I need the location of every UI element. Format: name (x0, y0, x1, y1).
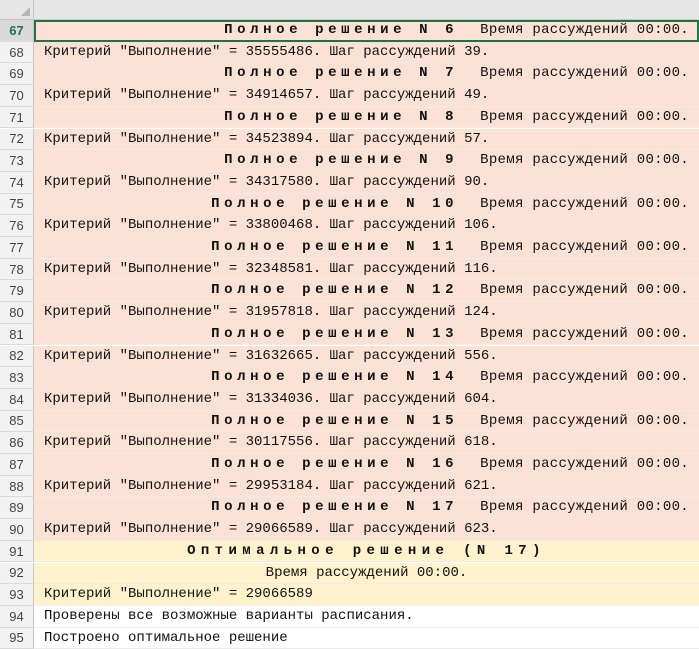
row-number[interactable]: 81 (0, 324, 34, 346)
sheet-row (0, 324, 699, 346)
row-number[interactable]: 67 (0, 20, 34, 42)
sheet-row (0, 476, 699, 498)
solution-heading: Полное решение N 10 (211, 195, 459, 212)
sheet-row (0, 411, 699, 433)
row-number[interactable]: 77 (0, 237, 34, 259)
sheet-row (0, 367, 699, 389)
cell[interactable] (34, 63, 699, 85)
reasoning-time: Время рассуждений 00:00. (480, 456, 689, 472)
sheet-row (0, 389, 699, 411)
cell-text: Критерий "Выполнение" = 35555486. Шаг рассуждений 39. (44, 43, 490, 60)
reasoning-time: Время рассуждений 00:00. (480, 282, 689, 299)
reasoning-time: Время рассуждений 00:00. (480, 239, 689, 255)
sheet-row (0, 42, 699, 64)
optimal-heading: Оптимальное решение (N 17) (187, 542, 546, 559)
cell[interactable] (34, 324, 699, 346)
cell-text: Критерий "Выполнение" = 34523894. Шаг рассуждений 57. (44, 130, 490, 147)
row-number[interactable]: 95 (0, 628, 34, 649)
cell[interactable] (34, 107, 699, 129)
reasoning-time: Время рассуждений 00:00. (480, 412, 689, 429)
solution-heading: Полное решение N 14 (211, 369, 459, 386)
row-number[interactable]: 78 (0, 259, 34, 281)
cell-text: Критерий "Выполнение" = 29953184. Шаг рассуждений 621. (44, 477, 498, 494)
cell[interactable] (34, 194, 699, 216)
cell-text: Критерий "Выполнение" = 31334036. Шаг рассуждений 604. (44, 390, 498, 407)
cell-text: Проверены все возможные варианты расписания. (44, 607, 414, 624)
solution-heading: Полное решение N 16 (211, 456, 459, 472)
row-number[interactable]: 79 (0, 280, 34, 302)
solution-heading: Полное решение N 9 (224, 152, 459, 169)
cell[interactable] (34, 454, 699, 476)
cell[interactable] (34, 302, 699, 324)
cell[interactable] (34, 129, 699, 151)
reasoning-time: Время рассуждений 00:00. (480, 152, 689, 169)
reasoning-time: Время рассуждений 00:00. (480, 499, 689, 516)
row-number[interactable]: 72 (0, 129, 34, 151)
row-number[interactable]: 88 (0, 476, 34, 498)
row-number[interactable]: 89 (0, 497, 34, 519)
reasoning-time: Время рассуждений 00:00. (480, 22, 689, 38)
column-header-bar (0, 0, 699, 20)
cell[interactable] (34, 237, 699, 259)
row-number[interactable]: 82 (0, 346, 34, 368)
sheet-row (0, 107, 699, 129)
sheet-row (0, 541, 699, 563)
cell[interactable] (34, 20, 699, 42)
sheet-row (0, 628, 699, 649)
sheet-row (0, 194, 699, 216)
optimal-time: Время рассуждений 00:00. (265, 564, 468, 581)
solution-heading: Полное решение N 7 (224, 65, 459, 82)
solution-heading: Полное решение N 17 (211, 499, 459, 516)
row-number[interactable]: 80 (0, 302, 34, 324)
solution-heading: Полное решение N 11 (211, 239, 459, 255)
reasoning-time: Время рассуждений 00:00. (480, 108, 689, 125)
solution-heading: Полное решение N 15 (211, 412, 459, 429)
sheet-row (0, 584, 699, 606)
cell[interactable] (34, 346, 699, 368)
cell-text: Критерий "Выполнение" = 34317580. Шаг рассуждений 90. (44, 173, 490, 190)
row-number[interactable]: 70 (0, 85, 34, 107)
sheet-row (0, 497, 699, 519)
cell-text: Критерий "Выполнение" = 29066589. Шаг рассуждений 623. (44, 521, 498, 538)
row-number[interactable]: 91 (0, 541, 34, 563)
row-number[interactable]: 68 (0, 42, 34, 64)
cell[interactable] (34, 628, 699, 649)
cell[interactable] (34, 150, 699, 172)
cell-text: Критерий "Выполнение" = 31957818. Шаг рассуждений 124. (44, 304, 498, 321)
select-all-corner[interactable] (0, 0, 34, 19)
solution-heading: Полное решение N 13 (211, 325, 459, 342)
solution-heading: Полное решение N 8 (224, 108, 459, 125)
row-number[interactable]: 69 (0, 63, 34, 85)
cell[interactable] (34, 411, 699, 433)
row-number[interactable]: 71 (0, 107, 34, 129)
cell[interactable] (34, 85, 699, 107)
sheet-row (0, 302, 699, 324)
cell[interactable] (34, 215, 699, 237)
cell-text: Критерий "Выполнение" = 31632665. Шаг рассуждений 556. (44, 347, 498, 364)
cell-text: Критерий "Выполнение" = 34914657. Шаг рассуждений 49. (44, 87, 490, 104)
cell[interactable] (34, 584, 699, 606)
cell[interactable] (34, 42, 699, 64)
sheet-row (0, 259, 699, 281)
cell[interactable] (34, 389, 699, 411)
row-number[interactable]: 73 (0, 150, 34, 172)
row-number[interactable]: 86 (0, 432, 34, 454)
cell[interactable] (34, 606, 699, 628)
cell[interactable] (34, 519, 699, 541)
cell[interactable] (34, 563, 699, 585)
solution-heading: Полное решение N 6 (224, 22, 459, 38)
row-number[interactable]: 83 (0, 367, 34, 389)
cell[interactable] (34, 280, 699, 302)
cell[interactable] (34, 172, 699, 194)
sheet-row (0, 85, 699, 107)
sheet-row (0, 63, 699, 85)
cell-text: Построено оптимальное решение (44, 629, 288, 646)
cell[interactable] (34, 476, 699, 498)
row-number[interactable]: 75 (0, 194, 34, 216)
solution-heading: Полное решение N 12 (211, 282, 459, 299)
reasoning-time: Время рассуждений 00:00. (480, 65, 689, 82)
row-number[interactable]: 90 (0, 519, 34, 541)
cell[interactable] (34, 497, 699, 519)
reasoning-time: Время рассуждений 00:00. (480, 325, 689, 342)
reasoning-time: Время рассуждений 00:00. (480, 195, 689, 212)
cell-text: Критерий "Выполнение" = 33800468. Шаг рассуждений 106. (44, 217, 498, 234)
cell[interactable] (34, 259, 699, 281)
sheet-row (0, 454, 699, 476)
row-number[interactable]: 76 (0, 215, 34, 237)
sheet-row (0, 237, 699, 259)
row-number[interactable]: 87 (0, 454, 34, 476)
sheet-row (0, 215, 699, 237)
cell[interactable] (34, 432, 699, 454)
cell-text: Критерий "Выполнение" = 29066589 (44, 586, 313, 603)
row-number[interactable]: 85 (0, 411, 34, 433)
row-number[interactable]: 74 (0, 172, 34, 194)
sheet-row (0, 519, 699, 541)
row-number[interactable]: 94 (0, 606, 34, 628)
sheet-row (0, 280, 699, 302)
cell-text: Критерий "Выполнение" = 30117556. Шаг рассуждений 618. (44, 434, 498, 451)
cell-text: Критерий "Выполнение" = 32348581. Шаг рассуждений 116. (44, 260, 498, 277)
sheet-row (0, 129, 699, 151)
sheet-row (0, 432, 699, 454)
sheet-row (0, 172, 699, 194)
row-number[interactable]: 84 (0, 389, 34, 411)
sheet-row (0, 20, 699, 42)
sheet-row (0, 150, 699, 172)
sheet-row (0, 563, 699, 585)
cell[interactable] (34, 541, 699, 563)
row-number[interactable]: 93 (0, 584, 34, 606)
select-all-triangle-icon (21, 7, 30, 16)
row-number[interactable]: 92 (0, 563, 34, 585)
cell[interactable] (34, 367, 699, 389)
sheet-row (0, 346, 699, 368)
sheet-row (0, 606, 699, 628)
reasoning-time: Время рассуждений 00:00. (480, 369, 689, 386)
